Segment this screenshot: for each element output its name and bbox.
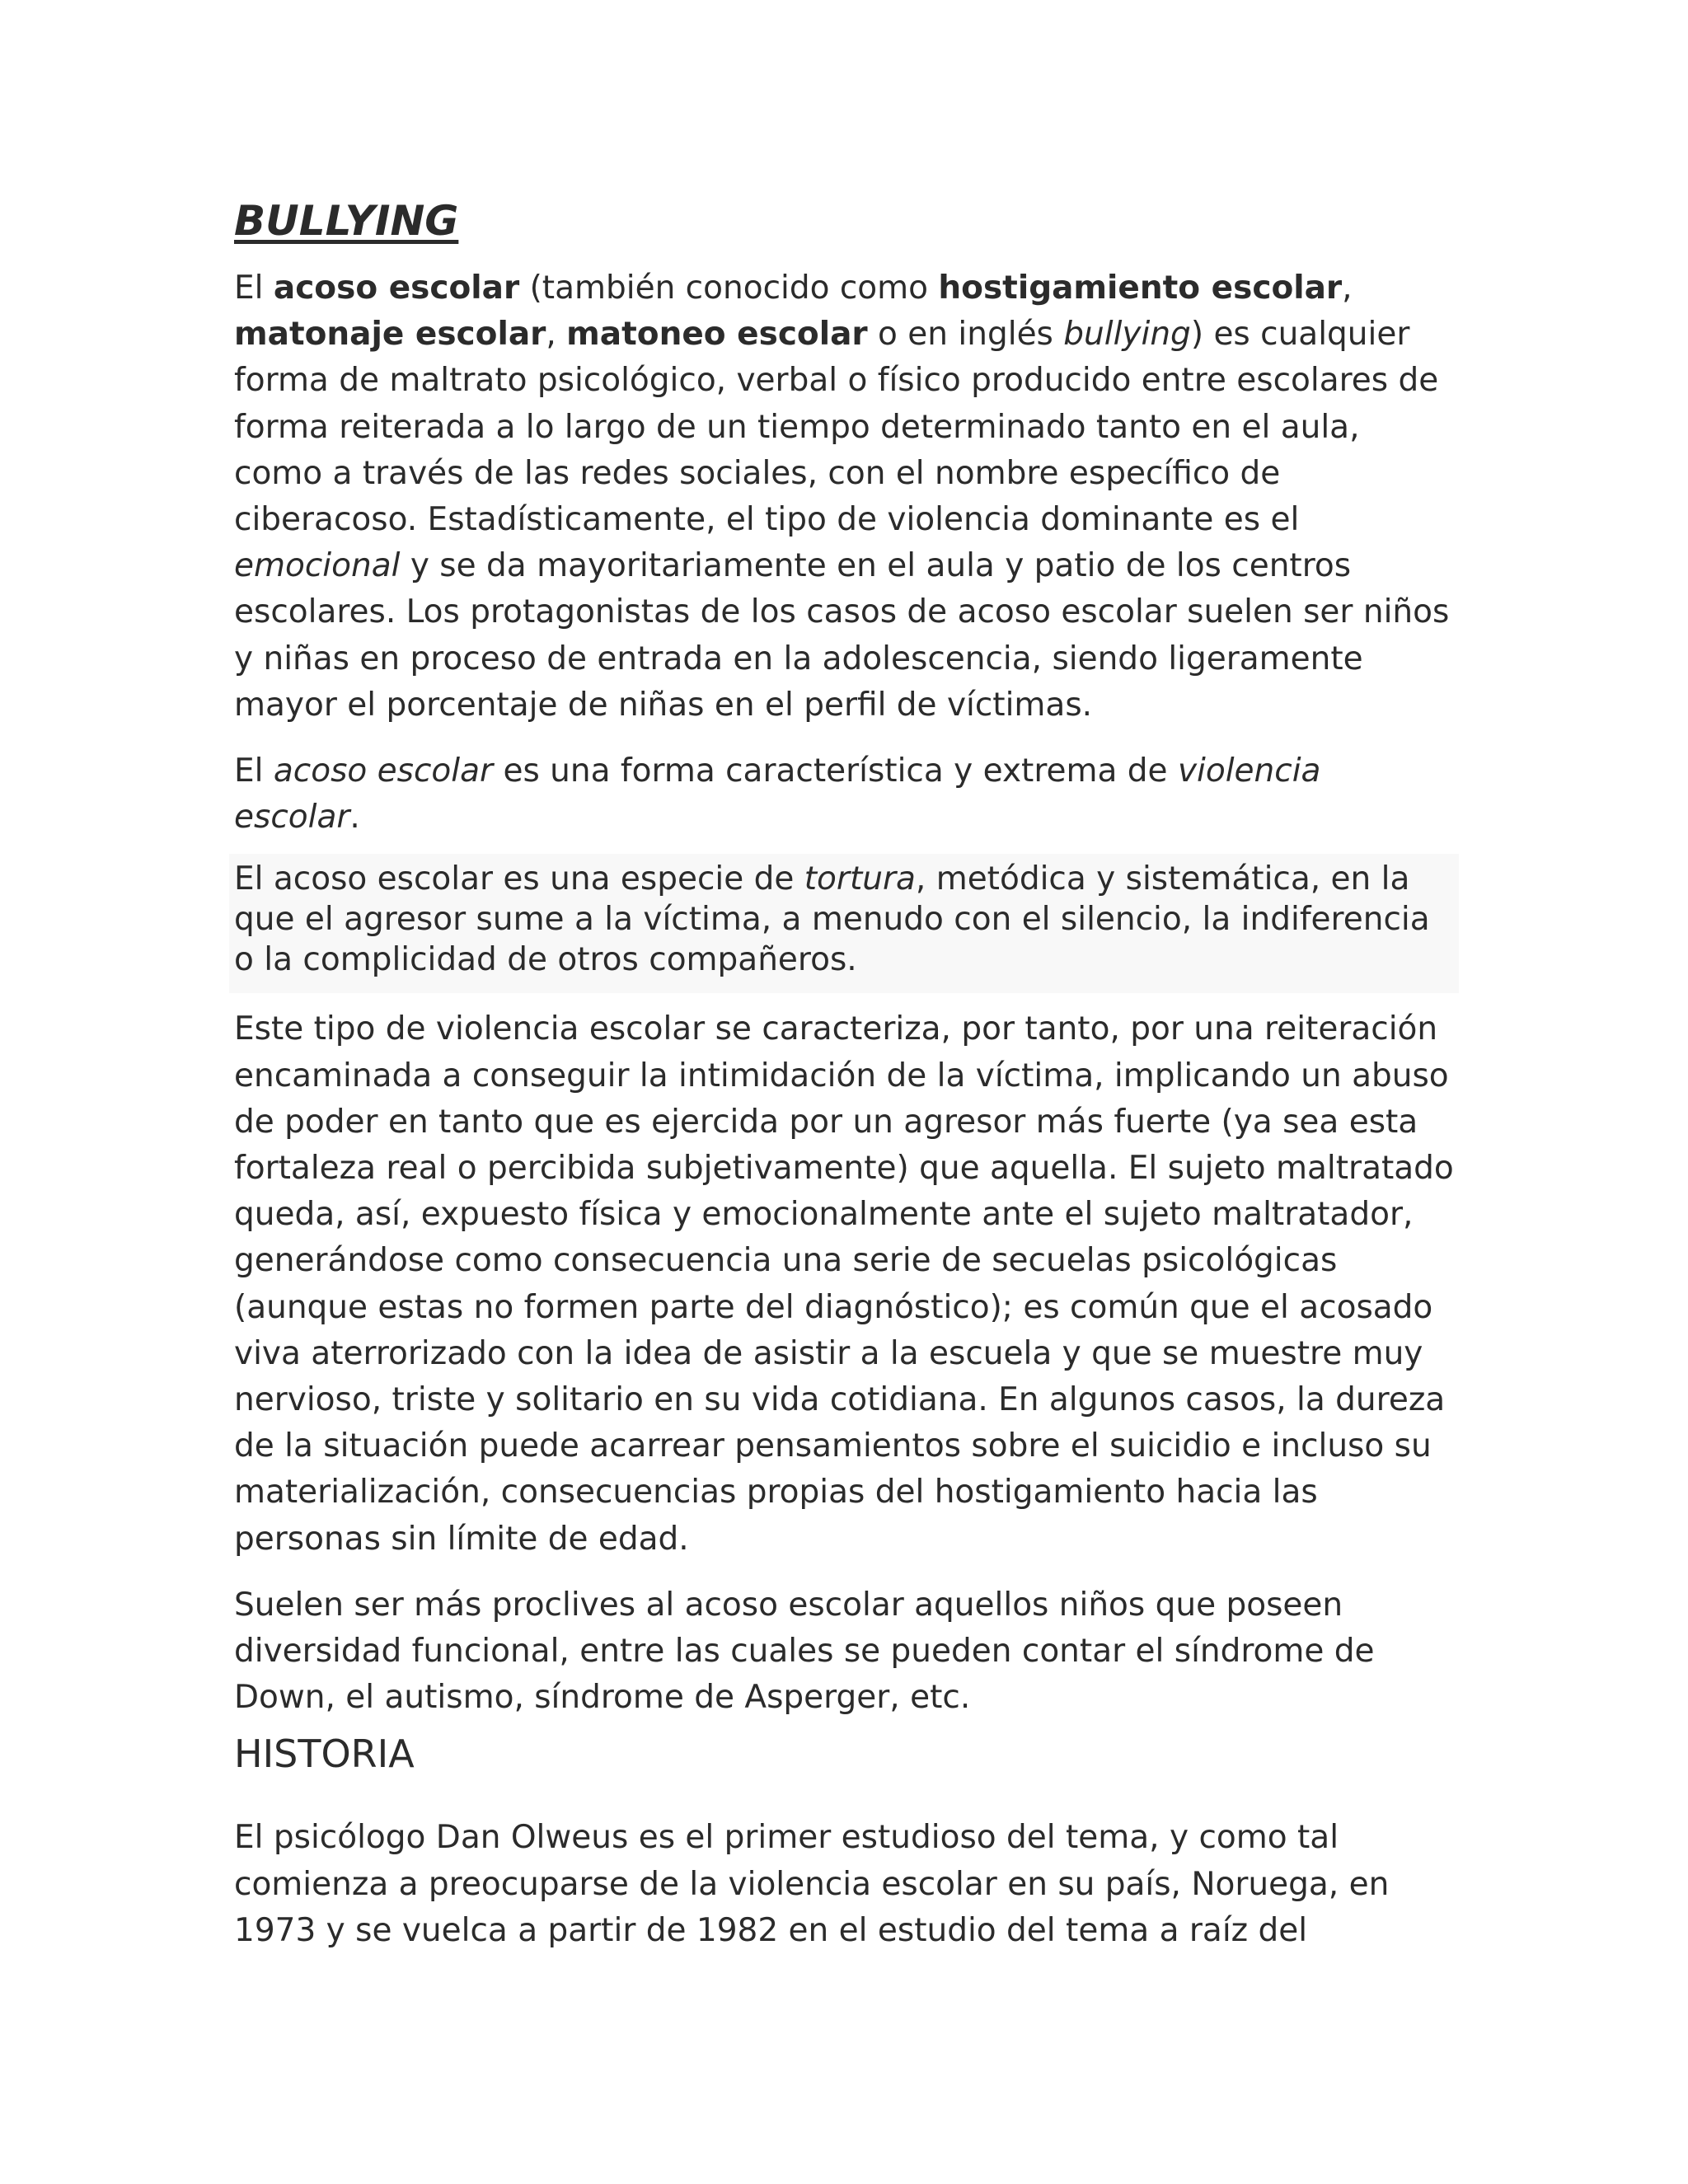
bold-term: acoso escolar	[273, 269, 520, 307]
text-run: ) es cualquier forma de maltrato psicológico, verbal o físico producido entre escolares de forma reiterada a lo largo de un tiempo determinado tanto en el aula, como a través de las redes sociales, con el nombre específico de ciberacoso. Estadísticamente, el tipo de violencia dominante es el	[234, 316, 1439, 539]
italic-term: bullying	[1063, 316, 1191, 354]
text-run: El acoso escolar es una especie de	[234, 860, 804, 898]
bold-term: matoneo escolar	[566, 316, 868, 354]
document-title: BULLYING	[234, 197, 459, 245]
text-run: .	[349, 799, 360, 837]
document-content	[234, 194, 1454, 1954]
text-run: o en inglés	[867, 316, 1064, 354]
italic-term: emocional	[234, 547, 401, 585]
bold-term: matonaje escolar	[234, 316, 546, 354]
text-run: ,	[546, 316, 567, 354]
paragraph-proclivity: Suelen ser más proclives al acoso escolar aquellos niños que poseen diversidad funcional, entre las cuales se pueden contar el síndrome de Down, el autismo, síndrome de Asperger, etc.	[234, 1586, 1375, 1717]
bold-term: hostigamiento escolar	[938, 269, 1343, 307]
italic-term: tortura	[804, 860, 916, 898]
text-run: El	[234, 752, 274, 790]
section-heading-historia: HISTORIA	[234, 1732, 415, 1777]
text-run: y se da mayoritariamente en el aula y patio de los centros escolares. Los protagonistas de los casos de acoso escolar suelen ser niños y niñas en proceso de entrada en la adolescencia, siendo ligeramente mayor el porcentaje de niñas en el perfil de víctimas.	[234, 547, 1450, 724]
italic-term: acoso escolar	[273, 752, 494, 790]
text-run: , metódica y sistemática, en la que el agresor sume a la víctima, a menudo con el silencio, la indiferencia o la complicidad de otros compañeros.	[234, 860, 1430, 979]
paragraph-characteristics: Este tipo de violencia escolar se caracteriza, por tanto, por una reiteración encaminada a conseguir la intimidación de la víctima, implicando un abuso de poder en tanto que es ejercida por un agresor más fuerte (ya sea esta fortaleza real o percibida subjetivamente) que aquella. El sujeto maltratado queda, así, expuesto física y emocionalmente ante el sujeto maltratador, generándose como consecuencia una serie de secuelas psicológicas (aunque estas no formen parte del diagnóstico); es común que el acosado viva aterrorizado con la idea de asistir a la escuela y que se muestre muy nervioso, triste y solitario en su vida cotidiana. En algunos casos, la dureza de la situación puede acarrear pensamientos sobre el suicidio e incluso su materialización, consecuencias propias del hostigamiento hacia las personas sin límite de edad.	[234, 1010, 1454, 1558]
paragraph-extreme-form	[234, 748, 1454, 841]
text-run: ,	[1342, 269, 1353, 307]
blockquote-text	[234, 859, 1454, 980]
paragraph-definition	[234, 265, 1454, 729]
paragraph-history: El psicólogo Dan Olweus es el primer estudioso del tema, y como tal comienza a preocuparse de la violencia escolar en su país, Noruega, en 1973 y se vuelca a partir de 1982 en el estudio del tema a raíz del	[234, 1819, 1390, 1949]
italic-term: violencia escolar	[234, 752, 1321, 837]
text-run: El	[234, 269, 274, 307]
text-run: es una forma característica y extrema de	[493, 752, 1178, 790]
text-run: (también conocido como	[519, 269, 939, 307]
blockquote	[229, 854, 1459, 993]
